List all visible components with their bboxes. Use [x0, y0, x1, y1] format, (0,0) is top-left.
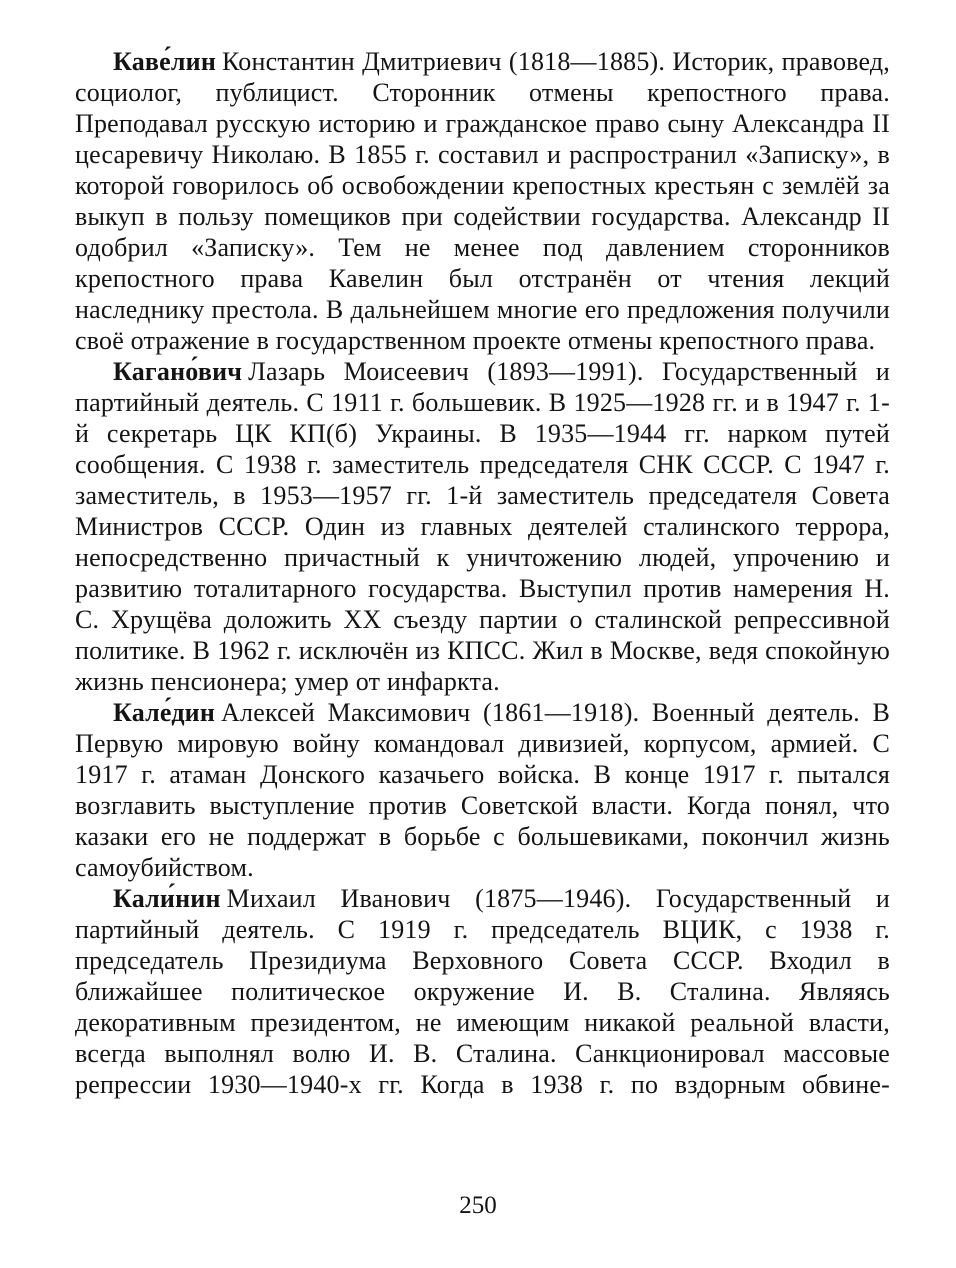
dictionary-entry-kaganovich	[75, 356, 890, 697]
entry-headword: Кале́дин	[113, 698, 216, 727]
dictionary-entry-kavelin	[75, 46, 890, 356]
entry-body: Лазарь Моисеевич (1893—1991). Государственный и партийный деятель. С 1911 г. большевик. В 1925—1928 гг. и в 1947 г. 1-й секретарь ЦК КП(б) Украины. В 1935—1944 гг. нарком путей сообщения. С 1938 г. заместитель председателя СНК СССР. С 1947 г. заместитель, в 1953—1957 гг. 1-й заместитель председателя Совета Министров СССР. Один из главных деятелей сталинского террора, непосредственно причастный к уничтожению людей, упрочению и развитию тоталитарного государства. Выступил против намерения Н. С. Хрущёва доложить XX съезду партии о сталинской репрессивной политике. В 1962 г. исключён из КПСС. Жил в Москве, ведя спокойную жизнь пенсионера; умер от инфаркта.	[75, 357, 890, 696]
entry-headword: Кагано́вич	[113, 357, 243, 386]
page-number: 250	[459, 1192, 497, 1219]
text-block	[75, 46, 890, 1100]
entry-body: Алексей Максимович (1861—1918). Военный деятель. В Первую мировую войну командовал дивизией, корпусом, армией. С 1917 г. атаман Донского казачьего войска. В конце 1917 г. пытался возглавить выступление против Советской власти. Когда понял, что казаки его не поддержат в борьбе с большевиками, покончил жизнь самоубийством.	[75, 698, 890, 882]
dictionary-entry-kaledin	[75, 697, 890, 883]
entry-headword: Каве́лин	[113, 47, 217, 76]
entry-body: Михаил Иванович (1875—1946). Государственный и партийный деятель. С 1919 г. председатель ВЦИК, с 1938 г. председатель Президиума Верховного Совета СССР. Входил в ближайшее политическое окружение И. В. Сталина. Являясь декоративным президентом, не имеющим никакой реальной власти, всегда выполнял волю И. В. Сталина. Санкционировал массовые репрессии 1930—1940-х гг. Когда в 1938 г. по вздорным обвине-	[75, 884, 890, 1099]
entry-body: Константин Дмитриевич (1818—1885). Историк, правовед, социолог, публицист. Сторонник отмены крепостного права. Преподавал русскую историю и гражданское право сыну Александра II цесаревичу Николаю. В 1855 г. составил и распространил «Записку», в которой говорилось об освобождении крепостных крестьян с землёй за выкуп в пользу помещиков при содействии государства. Александр II одобрил «Записку». Тем не менее под давлением сторонников крепостного права Кавелин был отстранён от чтения лекций наследнику престола. В дальнейшем многие его предложения получили своё отражение в государственном проекте отмены крепостного права.	[75, 47, 890, 355]
dictionary-entry-kalinin	[75, 883, 890, 1100]
entry-headword: Кали́нин	[113, 884, 221, 913]
